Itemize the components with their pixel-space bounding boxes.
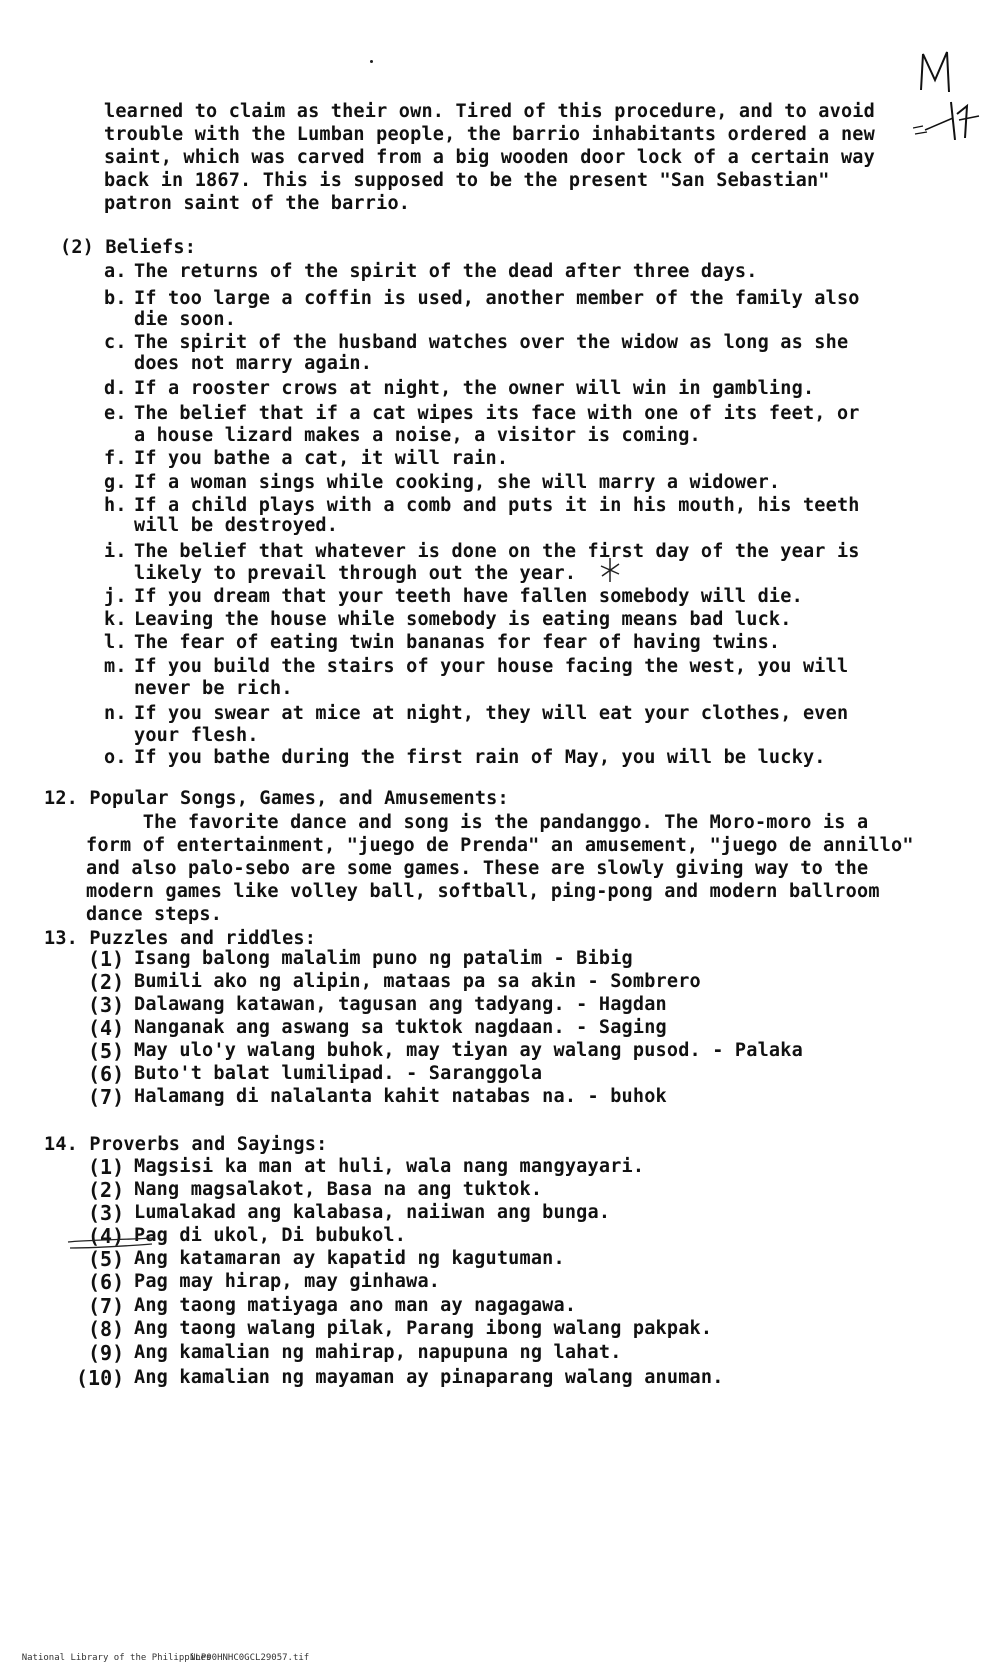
proverb-number: (10) [76, 1366, 125, 1390]
belief-text: The spirit of the husband watches over the widow as long as she [134, 332, 849, 353]
beliefs-heading: (2) Beliefs: [60, 237, 197, 258]
section-heading-proverbs: 14. Proverbs and Sayings: [44, 1134, 328, 1155]
footer-filename: NLP00HNHC0GCL29057.tif [190, 1653, 310, 1663]
belief-text-cont: will be destroyed. [134, 515, 339, 536]
belief-letter: a. [104, 261, 127, 282]
belief-text: The belief that if a cat wipes its face with one of its feet, or [134, 403, 860, 424]
proverb-text: Nang magsalakot, Basa na ang tuktok. [134, 1179, 543, 1200]
songs-line: dance steps. [86, 904, 223, 925]
riddle-text: Isang balong malalim puno ng patalim - Bibig [134, 948, 633, 969]
belief-text: If you bathe during the first rain of May, you will be lucky. [134, 747, 826, 768]
belief-letter: d. [104, 378, 127, 399]
riddle-number: (3) [88, 993, 125, 1017]
belief-text: If a rooster crows at night, the owner will win in gambling. [134, 378, 815, 399]
riddle-text: May ulo'y walang buhok, may tiyan ay walang pusod. - Palaka [134, 1040, 803, 1061]
intro-line: saint, which was carved from a big wooden door lock of a certain way [104, 147, 875, 168]
belief-letter: b. [104, 288, 127, 309]
intro-line: trouble with the Lumban people, the barrio inhabitants ordered a new [104, 124, 875, 145]
songs-line: form of entertainment, "juego de Prenda" an amusement, "juego de annillo" [86, 835, 914, 856]
belief-text: The returns of the spirit of the dead after three days. [134, 261, 758, 282]
proverb-number: (1) [88, 1155, 125, 1179]
belief-text: The fear of eating twin bananas for fear of having twins. [134, 632, 781, 653]
songs-line: modern games like volley ball, softball, ping-pong and modern ballroom [86, 881, 880, 902]
belief-text: If you bathe a cat, it will rain. [134, 448, 509, 469]
proverb-number: (2) [88, 1178, 125, 1202]
belief-text: Leaving the house while somebody is eating means bad luck. [134, 609, 792, 630]
riddle-number: (2) [88, 970, 125, 994]
belief-text: If a child plays with a comb and puts it in his mouth, his teeth [134, 495, 860, 516]
belief-letter: i. [104, 541, 127, 562]
riddle-text: Nanganak ang aswang sa tuktok nagdaan. - Saging [134, 1017, 667, 1038]
belief-text: The belief that whatever is done on the first day of the year is [134, 541, 860, 562]
riddle-number: (4) [88, 1016, 125, 1040]
proverb-number: (8) [88, 1317, 125, 1341]
belief-letter: j. [104, 586, 127, 607]
belief-letter: e. [104, 403, 127, 424]
belief-letter: f. [104, 448, 127, 469]
belief-letter: h. [104, 495, 127, 516]
riddle-number: (5) [88, 1039, 125, 1063]
stray-dot [370, 60, 373, 63]
footer-library: National Library of the Philippines [21, 1653, 212, 1663]
belief-text-cont: never be rich. [134, 678, 293, 699]
proverb-text: Pag di ukol, Di bubukol. [134, 1225, 407, 1246]
riddle-text: Dalawang katawan, tagusan ang tadyang. - Hagdan [134, 994, 667, 1015]
belief-letter: m. [104, 656, 127, 677]
belief-letter: g. [104, 472, 127, 493]
belief-text-cont: a house lizard makes a noise, a visitor is coming. [134, 425, 701, 446]
section-heading-riddles: 13. Puzzles and riddles: [44, 928, 317, 949]
belief-letter: l. [104, 632, 127, 653]
proverb-text: Lumalakad ang kalabasa, naiiwan ang bunga. [134, 1202, 611, 1223]
riddle-number: (1) [88, 947, 125, 971]
intro-line: patron saint of the barrio. [104, 193, 411, 214]
intro-line: learned to claim as their own. Tired of this procedure, and to avoid [104, 101, 875, 122]
belief-text-cont: your flesh. [134, 725, 259, 746]
riddle-text: Bumili ako ng alipin, mataas pa sa akin - Sombrero [134, 971, 701, 992]
belief-letter: n. [104, 703, 127, 724]
songs-line: and also palo-sebo are some games. These are slowly giving way to the [86, 858, 869, 879]
proverb-text: Ang kamalian ng mayaman ay pinaparang walang anuman. [134, 1367, 724, 1388]
belief-text-cont: does not marry again. [134, 353, 373, 374]
handwritten-strike [66, 1236, 156, 1256]
proverb-number: (7) [88, 1294, 125, 1318]
proverb-text: Ang taong walang pilak, Parang ibong walang pakpak. [134, 1318, 713, 1339]
belief-text: If a woman sings while cooking, she will marry a widower. [134, 472, 781, 493]
belief-text-cont: die soon. [134, 309, 237, 330]
riddle-number: (7) [88, 1085, 125, 1109]
scan-footer [0, 1640, 310, 1676]
belief-letter: c. [104, 332, 127, 353]
belief-text: If you build the stairs of your house facing the west, you will [134, 656, 849, 677]
proverb-number: (4) [88, 1224, 125, 1248]
belief-letter: o. [104, 747, 127, 768]
proverb-text: Magsisi ka man at huli, wala nang mangyayari. [134, 1156, 645, 1177]
riddle-number: (6) [88, 1062, 125, 1086]
proverb-number: (5) [88, 1247, 125, 1271]
riddle-text: Buto't balat lumilipad. - Saranggola [134, 1063, 543, 1084]
handwritten-asterisk [598, 556, 622, 584]
belief-text-cont: likely to prevail through out the year. [134, 563, 577, 584]
proverb-text: Ang taong matiyaga ano man ay nagagawa. [134, 1295, 577, 1316]
proverb-text: Ang kamalian ng mahirap, napupuna ng lahat. [134, 1342, 622, 1363]
proverb-number: (6) [88, 1270, 125, 1294]
proverb-number: (9) [88, 1341, 125, 1365]
belief-text: If too large a coffin is used, another member of the family also [134, 288, 860, 309]
section-heading-songs: 12. Popular Songs, Games, and Amusements: [44, 788, 509, 809]
riddle-text: Halamang di nalalanta kahit natabas na. - buhok [134, 1086, 667, 1107]
intro-line: back in 1867. This is supposed to be the present "San Sebastian" [104, 170, 830, 191]
belief-letter: k. [104, 609, 127, 630]
proverb-text: Ang katamaran ay kapatid ng kagutuman. [134, 1248, 565, 1269]
songs-line: The favorite dance and song is the pandanggo. The Moro-moro is a [86, 812, 869, 833]
proverb-number: (3) [88, 1201, 125, 1225]
handwritten-corner-mark [913, 50, 983, 140]
belief-text: If you swear at mice at night, they will eat your clothes, even [134, 703, 849, 724]
proverb-text: Pag may hirap, may ginhawa. [134, 1271, 441, 1292]
belief-text: If you dream that your teeth have fallen somebody will die. [134, 586, 803, 607]
